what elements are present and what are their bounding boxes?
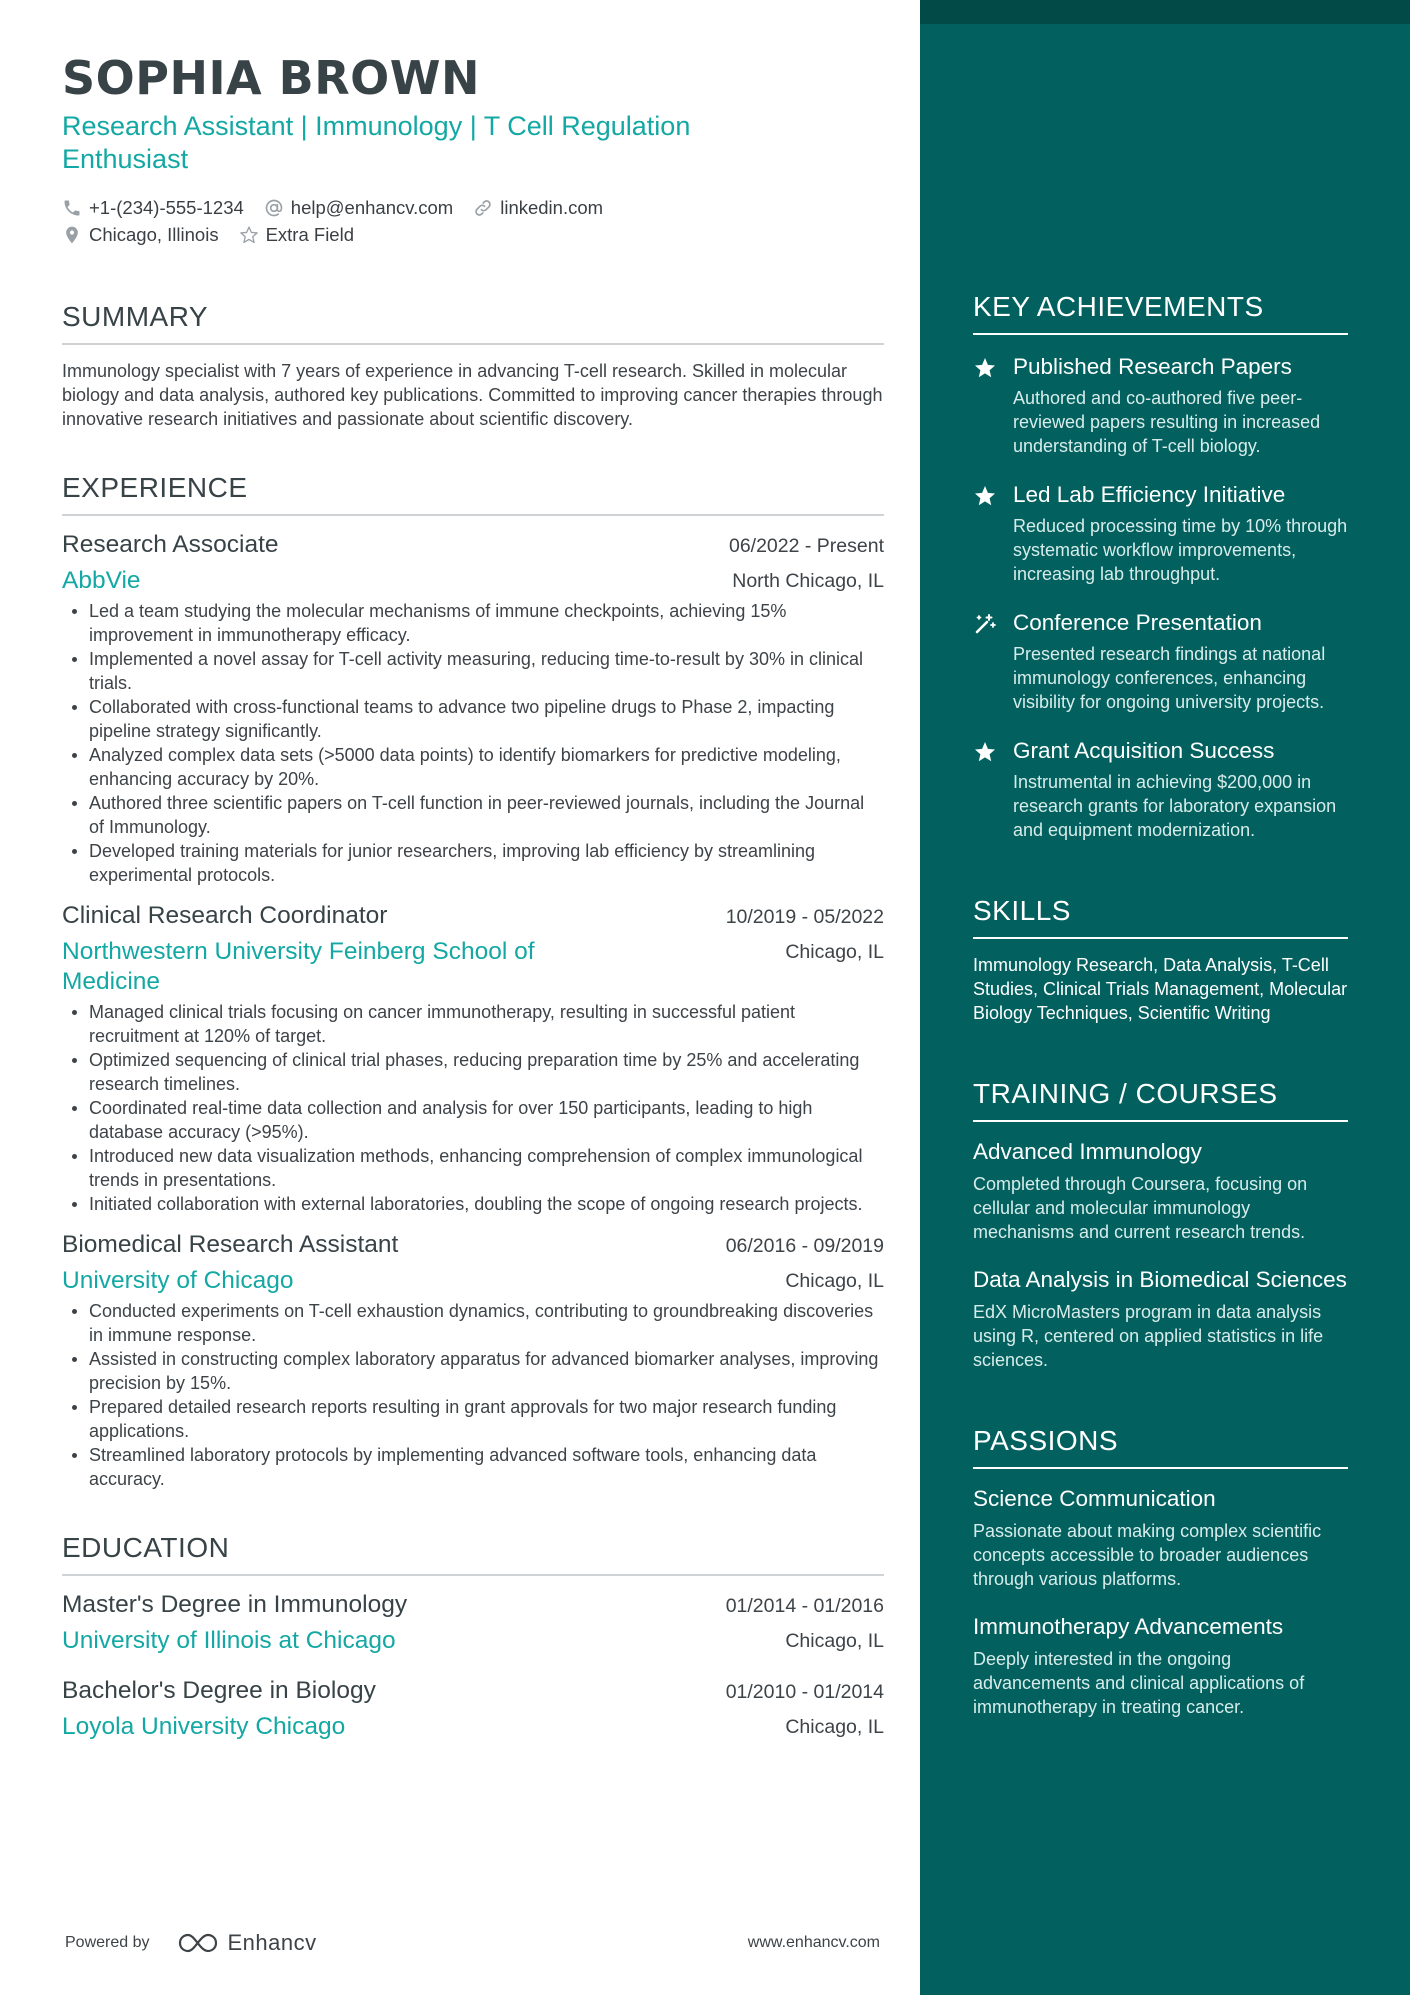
job-title: Research Associate [62,531,279,558]
skills-title: SKILLS [973,894,1348,939]
extra-field-text: Extra Field [265,223,354,245]
email-contact [264,197,453,219]
location-contact [62,224,219,246]
job-location: North Chicago, IL [732,570,884,592]
job-company: AbbVie [62,567,141,594]
powered-by-label: Powered by [65,1934,150,1951]
sidebar [920,0,1410,1995]
achievement-title: Published Research Papers [1013,354,1292,379]
school-location: Chicago, IL [785,1716,884,1738]
achievement-description: Reduced processing time by 10% through systematic workflow improvements, increasing lab throughput. [1013,516,1348,584]
contact-info [62,194,884,248]
passion-item [973,1613,1348,1719]
achievement-description: Presented research findings at national immunology conferences, enhancing visibility for ongoing university projects. [1013,644,1326,712]
school-name: Loyola University Chicago [62,1713,346,1740]
passion-title: Immunotherapy Advancements [973,1614,1284,1639]
job-location: Chicago, IL [785,1270,884,1292]
job-entry [62,528,884,887]
passion-description: Deeply interested in the ongoing advancements and clinical applications of immunotherapy in treating cancer. [973,1649,1305,1717]
job-bullet: Implemented a novel assay for T-cell activity measuring, reducing time-to-result by 30% in clinical trials. [62,647,884,695]
job-bullets [62,1000,884,1216]
job-title: Biomedical Research Assistant [62,1231,399,1258]
enhancv-logo-icon [176,1930,222,1956]
email-text: help@enhancv.com [290,196,454,218]
star-icon [973,352,1013,458]
resume-header [62,48,884,248]
star-icon [973,480,1013,586]
achievement-description: Authored and co-authored five peer-reviewed papers resulting in increased understanding of T-cell biology. [1013,388,1321,456]
achievement-item [973,608,1348,714]
education-entry [62,1588,884,1656]
main-column [62,48,884,1742]
job-bullet: Introduced new data visualization methods, enhancing comprehension of complex immunological trends in presentations. [62,1144,884,1192]
summary-title: SUMMARY [62,300,884,345]
star-icon [973,736,1013,842]
skills-list: Immunology Research, Data Analysis, T-Cell Studies, Clinical Trials Management, Molecular Biology Techniques, Scientific Writing [973,955,1348,1023]
experience-title: EXPERIENCE [62,471,884,516]
summary-text: Immunology specialist with 7 years of experience in advancing T-cell research. Skilled in molecular biology and data analysis, authored key publications. Committed to improving cancer therapies through innovative research initiatives and passionate about scientific discovery. [62,361,883,429]
sidebar-content [973,290,1348,1719]
course-title: Data Analysis in Biomedical Sciences [973,1267,1347,1292]
passion-title: Science Communication [973,1486,1216,1511]
passions-title: PASSIONS [973,1424,1348,1469]
education-title: EDUCATION [62,1531,884,1576]
job-bullet: Initiated collaboration with external laboratories, doubling the scope of ongoing research projects. [62,1192,884,1216]
job-location: Chicago, IL [785,941,884,963]
job-bullet: Authored three scientific papers on T-cell function in peer-reviewed journals, including the Journal of Immunology. [62,791,884,839]
location-pin-icon [62,225,82,245]
achievement-item [973,352,1348,458]
footer [65,1925,880,1961]
course-title: Advanced Immunology [973,1139,1202,1164]
key-achievements-section [973,290,1348,842]
summary-section [62,300,884,431]
school-name: University of Illinois at Chicago [62,1627,396,1654]
passion-item [973,1485,1348,1591]
phone-contact [62,197,244,219]
job-bullet: Prepared detailed research reports resulting in grant approvals for two major research funding applications. [62,1395,884,1443]
job-bullet: Optimized sequencing of clinical trial phases, reducing preparation time by 25% and accelerating research timelines. [62,1048,884,1096]
job-bullets [62,1299,884,1491]
location-text: Chicago, Illinois [89,223,219,245]
phone-icon [62,198,82,218]
experience-section [62,471,884,1491]
enhancv-brand: Enhancv [227,1930,317,1955]
achievement-title: Conference Presentation [1013,610,1262,635]
course-item [973,1138,1348,1244]
job-entry [62,899,884,1216]
job-entry [62,1228,884,1491]
enhancv-logo[interactable] [176,1930,317,1956]
candidate-headline: Research Assistant | Immunology | T Cell Regulation Enthusiast [62,111,691,174]
achievement-description: Instrumental in achieving $200,000 in research grants for laboratory expansion and equipment modernization. [1013,772,1337,840]
linkedin-text: linkedin.com [500,196,604,218]
phone-text: +1-(234)-555-1234 [89,196,244,218]
website-link[interactable]: www.enhancv.com [747,1934,880,1951]
degree-title: Master's Degree in Immunology [62,1591,408,1618]
achievement-title: Led Lab Efficiency Initiative [1013,482,1286,507]
candidate-name: SOPHIA BROWN [62,51,481,105]
course-description: EdX MicroMasters program in data analysis using R, centered on applied statistics in life sciences. [973,1302,1324,1370]
job-dates: 10/2019 - 05/2022 [725,906,884,928]
extra-contact [239,224,354,246]
education-dates: 01/2010 - 01/2014 [725,1681,884,1703]
course-description: Completed through Coursera, focusing on cellular and molecular immunology mechanisms and current research trends. [973,1174,1308,1242]
achievement-item [973,736,1348,842]
degree-title: Bachelor's Degree in Biology [62,1677,376,1704]
job-bullet: Coordinated real-time data collection and analysis for over 150 participants, leading to high database accuracy (>95%). [62,1096,884,1144]
job-bullet: Managed clinical trials focusing on cancer immunotherapy, resulting in successful patient recruitment at 120% of target. [62,1000,884,1048]
education-entry [62,1674,884,1742]
school-location: Chicago, IL [785,1630,884,1652]
star-outline-icon [239,225,259,245]
skills-section [973,894,1348,1025]
job-bullet: Conducted experiments on T-cell exhaustion dynamics, contributing to groundbreaking discoveries in immune response. [62,1299,884,1347]
education-dates: 01/2014 - 01/2016 [725,1595,884,1617]
achievement-item [973,480,1348,586]
powered-by [65,1930,317,1956]
job-bullets [62,599,884,887]
job-bullet: Assisted in constructing complex laboratory apparatus for advanced biomarker analyses, improving precision by 15%. [62,1347,884,1395]
training-section [973,1077,1348,1372]
at-sign-icon [264,198,284,218]
link-icon [473,198,493,218]
key-achievements-title: KEY ACHIEVEMENTS [973,290,1348,335]
training-title: TRAINING / COURSES [973,1077,1348,1122]
job-company: Northwestern University Feinberg School of Medicine [62,938,535,995]
linkedin-contact [473,197,603,219]
achievement-title: Grant Acquisition Success [1013,738,1275,763]
job-dates: 06/2022 - Present [728,535,884,557]
job-title: Clinical Research Coordinator [62,902,388,929]
job-bullet: Developed training materials for junior researchers, improving lab efficiency by streamlining experimental protocols. [62,839,884,887]
course-item [973,1266,1348,1372]
magic-wand-icon [973,608,1013,714]
job-dates: 06/2016 - 09/2019 [725,1235,884,1257]
passions-section [973,1424,1348,1719]
job-bullet: Collaborated with cross-functional teams to advance two pipeline drugs to Phase 2, impacting pipeline strategy significantly. [62,695,884,743]
education-section [62,1531,884,1742]
job-bullet: Led a team studying the molecular mechanisms of immune checkpoints, achieving 15% improvement in immunotherapy efficacy. [62,599,884,647]
job-company: University of Chicago [62,1267,294,1294]
passion-description: Passionate about making complex scientific concepts accessible to broader audiences through various platforms. [973,1521,1322,1589]
sidebar-top-band [920,0,1410,24]
job-bullet: Analyzed complex data sets (>5000 data points) to identify biomarkers for predictive modeling, enhancing accuracy by 20%. [62,743,884,791]
job-bullet: Streamlined laboratory protocols by implementing advanced software tools, enhancing data accuracy. [62,1443,884,1491]
